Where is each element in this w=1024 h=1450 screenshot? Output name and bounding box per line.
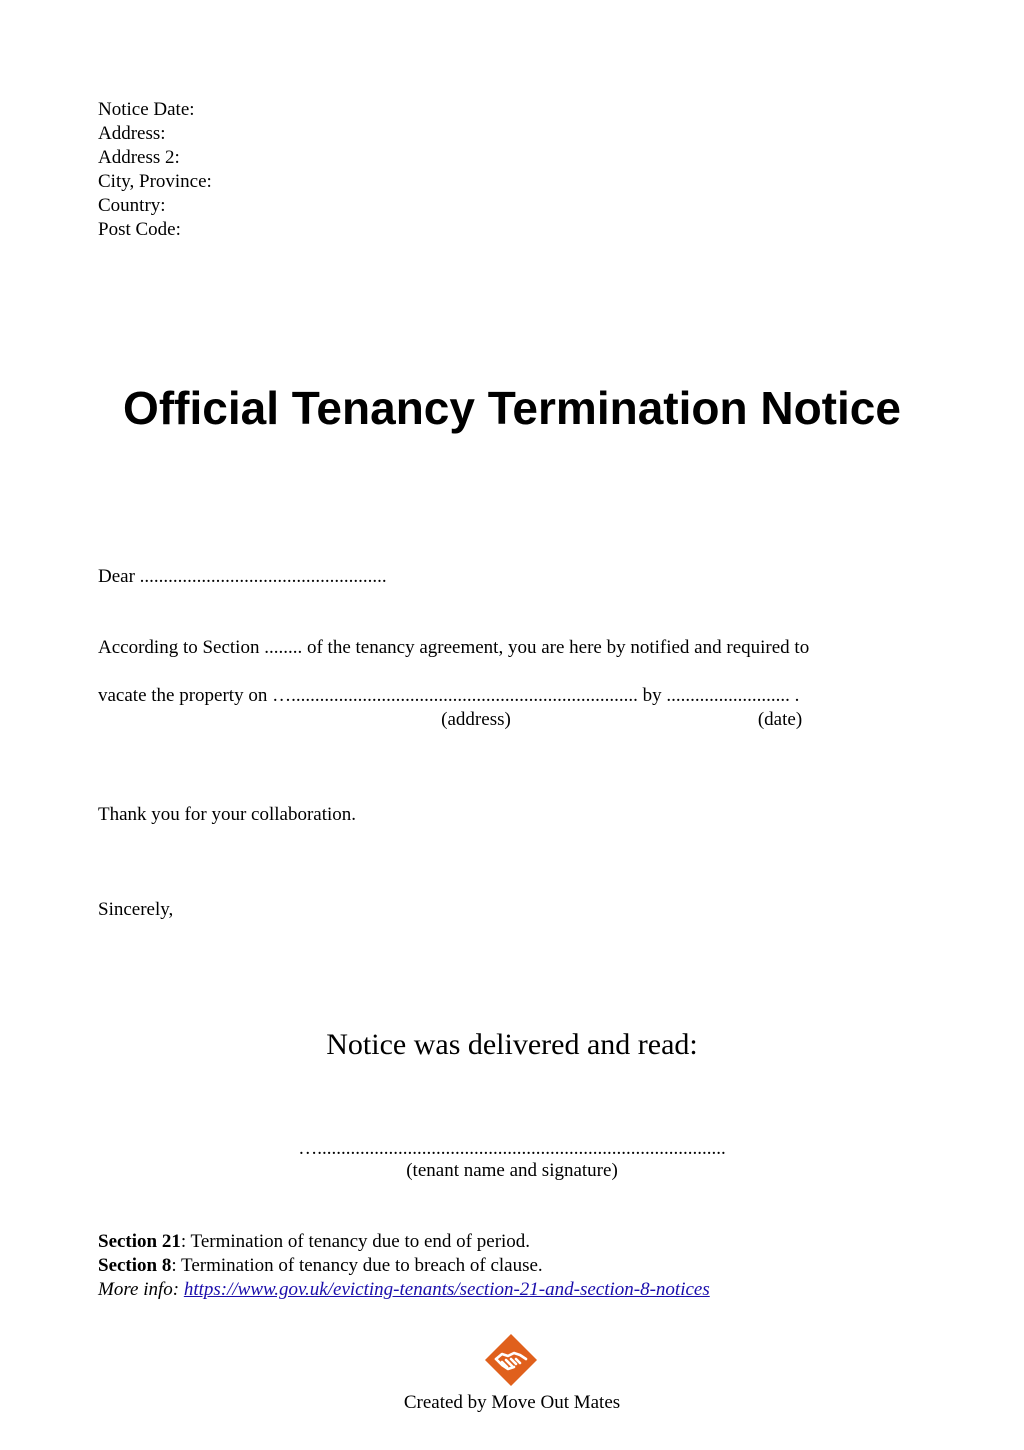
- more-info-label: More info:: [98, 1279, 184, 1300]
- salutation: Dear ....................................................: [98, 566, 387, 587]
- handshake-icon: [483, 1332, 539, 1388]
- address-label: Address:: [98, 123, 166, 144]
- address-block: [98, 98, 212, 242]
- more-info-note: [98, 1278, 710, 1302]
- signature-line: …......................................................................................: [298, 1138, 726, 1159]
- city-province-label: City, Province:: [98, 171, 212, 192]
- section-8-text: : Termination of tenancy due to breach of clause.: [171, 1255, 543, 1276]
- post-code-label: Post Code:: [98, 219, 181, 240]
- thanks-text: Thank you for your collaboration.: [98, 804, 357, 825]
- signature-caption: (tenant name and signature): [406, 1160, 618, 1181]
- section-21-text: : Termination of tenancy due to end of period.: [180, 1231, 531, 1252]
- section-21-note: [98, 1230, 530, 1254]
- page-title: Official Tenancy Termination Notice: [123, 382, 901, 434]
- date-caption: (date): [757, 709, 803, 730]
- address-caption: (address): [441, 709, 511, 730]
- section-8-label: Section 8: [98, 1255, 172, 1276]
- address2-label: Address 2:: [98, 147, 180, 168]
- section-21-label: Section 21: [98, 1231, 181, 1252]
- country-label: Country:: [98, 195, 166, 216]
- paragraph-line-2: vacate the property on …......................................................................... by .......................... .: [98, 685, 800, 706]
- created-by: Created by Move Out Mates: [403, 1392, 621, 1413]
- delivery-heading: Notice was delivered and read:: [326, 1028, 698, 1061]
- paragraph-line-1: According to Section ........ of the tenancy agreement, you are here by notified and required to: [98, 637, 810, 658]
- notice-date-label: Notice Date:: [98, 99, 195, 120]
- closing-text: Sincerely,: [98, 899, 174, 920]
- section-8-note: [98, 1254, 543, 1278]
- more-info-link[interactable]: https://www.gov.uk/evicting-tenants/section-21-and-section-8-notices: [183, 1279, 710, 1300]
